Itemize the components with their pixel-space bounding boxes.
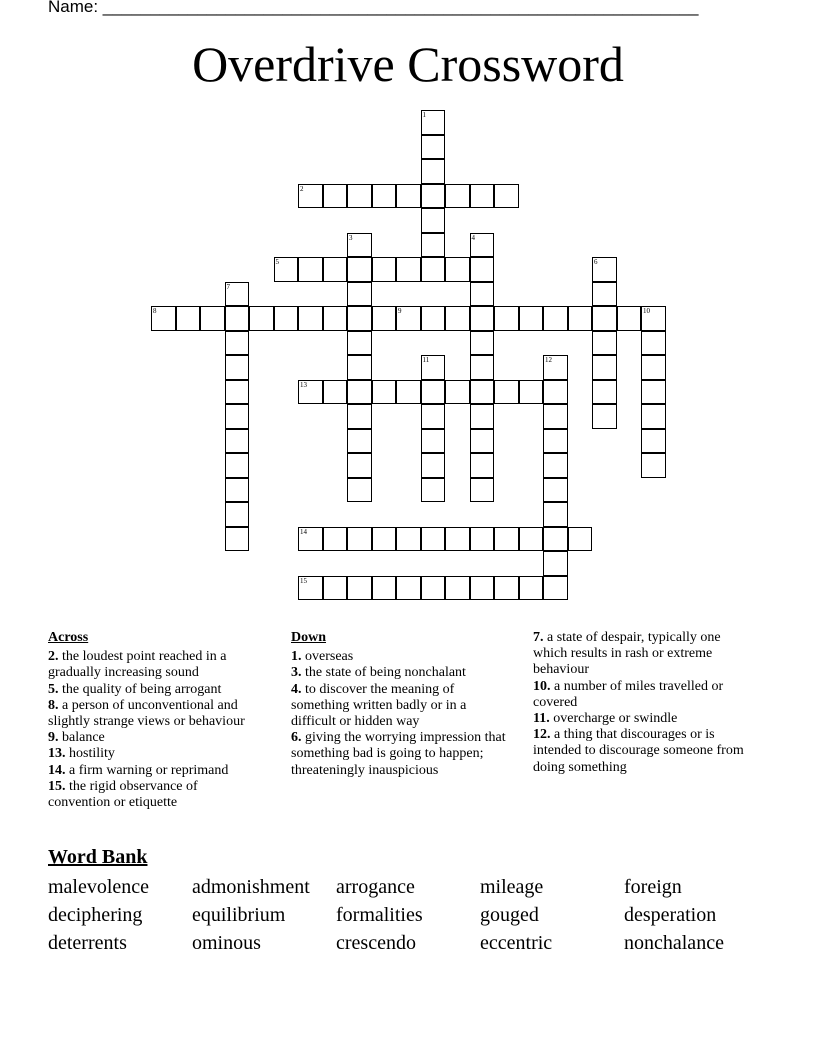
crossword-cell[interactable] xyxy=(494,527,519,552)
crossword-cell[interactable] xyxy=(641,380,666,405)
clue-text: giving the worrying impression that something bad is going to happen; threateningly inauspicious xyxy=(291,730,506,778)
crossword-cell[interactable] xyxy=(225,380,250,405)
clue-number-label: 6. xyxy=(291,730,302,746)
crossword-cell[interactable] xyxy=(641,355,666,380)
across-clues xyxy=(48,630,263,811)
clue-item xyxy=(48,746,263,762)
word-bank-item: nonchalance xyxy=(624,932,724,954)
crossword-cell[interactable] xyxy=(298,527,323,552)
clue-text: balance xyxy=(62,730,105,746)
crossword-cell[interactable] xyxy=(494,576,519,601)
crossword-cell[interactable] xyxy=(470,380,495,405)
word-bank-item: deciphering xyxy=(48,904,143,926)
crossword-cell[interactable] xyxy=(396,184,421,209)
crossword-cell[interactable] xyxy=(445,527,470,552)
crossword-cell[interactable] xyxy=(249,306,274,331)
down-heading: Down xyxy=(291,630,327,645)
clue-text: a firm warning or reprimand xyxy=(69,762,229,778)
word-bank-item: deterrents xyxy=(48,932,127,954)
down-clues xyxy=(291,630,506,779)
clue-number-label: 11. xyxy=(533,711,550,727)
crossword-cell[interactable] xyxy=(396,576,421,601)
crossword-cell[interactable] xyxy=(396,257,421,282)
crossword-cell[interactable] xyxy=(323,527,348,552)
clue-text: the state of being nonchalant xyxy=(305,665,466,681)
crossword-cell[interactable] xyxy=(470,576,495,601)
word-bank-item: arrogance xyxy=(336,876,415,898)
word-bank-item: malevolence xyxy=(48,876,150,898)
crossword-cell[interactable] xyxy=(568,306,593,331)
clue-item xyxy=(291,665,506,681)
crossword-cell[interactable] xyxy=(617,306,642,331)
crossword-cell[interactable] xyxy=(641,453,666,478)
crossword-cell[interactable] xyxy=(323,306,348,331)
clue-number: 15 xyxy=(300,576,307,585)
crossword-cell[interactable] xyxy=(225,404,250,429)
crossword-cell[interactable] xyxy=(347,527,372,552)
crossword-cell[interactable] xyxy=(372,257,397,282)
crossword-cell[interactable] xyxy=(225,355,250,380)
crossword-cell[interactable] xyxy=(470,257,495,282)
crossword-cell[interactable] xyxy=(225,527,250,552)
crossword-cell[interactable] xyxy=(421,159,446,184)
clue-item xyxy=(291,682,506,731)
clue-number: 13 xyxy=(300,380,307,389)
crossword-cell[interactable] xyxy=(421,429,446,454)
crossword-cell[interactable] xyxy=(347,453,372,478)
crossword-cell[interactable] xyxy=(543,453,568,478)
crossword-cell[interactable] xyxy=(421,233,446,258)
crossword-cell[interactable] xyxy=(421,135,446,160)
crossword-cell[interactable] xyxy=(592,331,617,356)
crossword-cell[interactable] xyxy=(421,478,446,503)
clue-number-label: 1. xyxy=(291,649,302,665)
crossword-cell[interactable] xyxy=(641,429,666,454)
clue-text: the loudest point reached in a gradually increasing sound xyxy=(48,649,227,681)
clue-number-label: 15. xyxy=(48,778,66,794)
crossword-cell[interactable] xyxy=(225,453,250,478)
clue-text: the quality of being arrogant xyxy=(62,681,222,697)
clue-item xyxy=(48,649,263,681)
across-heading: Across xyxy=(48,630,89,645)
crossword-cell[interactable] xyxy=(421,453,446,478)
crossword-cell[interactable] xyxy=(592,404,617,429)
crossword-cell[interactable] xyxy=(372,576,397,601)
down-clues-continued xyxy=(533,630,758,776)
word-bank-item: desperation xyxy=(624,904,717,926)
crossword-cell[interactable] xyxy=(347,282,372,307)
clue-number: 1 xyxy=(422,111,426,119)
crossword-cell[interactable] xyxy=(470,331,495,356)
crossword-cell[interactable] xyxy=(592,380,617,405)
crossword-cell[interactable] xyxy=(298,257,323,282)
crossword-cell[interactable] xyxy=(421,380,446,405)
crossword-cell[interactable] xyxy=(225,331,250,356)
crossword-cell[interactable] xyxy=(298,306,323,331)
clue-item xyxy=(48,698,263,730)
word-bank-item: mileage xyxy=(480,876,544,898)
crossword-cell[interactable] xyxy=(445,184,470,209)
word-bank-item: admonishment xyxy=(192,876,310,898)
clue-item xyxy=(48,682,263,698)
crossword-cell[interactable] xyxy=(372,527,397,552)
word-bank-item: formalities xyxy=(336,904,423,926)
word-bank-item: ominous xyxy=(192,932,261,954)
crossword-cell[interactable] xyxy=(347,233,372,258)
clue-text: a state of despair, typically one which results in rash or extreme behaviour xyxy=(533,630,721,678)
clue-text: a person of unconventional and slightly strange views or behaviour xyxy=(48,697,245,730)
crossword-cell[interactable] xyxy=(347,257,372,282)
clue-text: to discover the meaning of something written badly or in a difficult or hidden way xyxy=(291,681,467,730)
clue-item xyxy=(48,763,263,779)
crossword-cell[interactable] xyxy=(494,306,519,331)
crossword-cell[interactable] xyxy=(421,576,446,601)
crossword-cell[interactable] xyxy=(396,527,421,552)
crossword-cell[interactable] xyxy=(519,306,544,331)
clue-number-label: 13. xyxy=(48,746,66,762)
crossword-cell[interactable] xyxy=(396,380,421,405)
crossword-cell[interactable] xyxy=(323,257,348,282)
crossword-cell[interactable] xyxy=(445,257,470,282)
crossword-cell[interactable] xyxy=(519,380,544,405)
crossword-cell[interactable] xyxy=(323,184,348,209)
crossword-cell[interactable] xyxy=(323,576,348,601)
crossword-cell[interactable] xyxy=(543,527,568,552)
clue-text: a thing that discourages or is intended to discourage someone from doing something xyxy=(533,727,744,775)
clue-text: the rigid observance of convention or etiquette xyxy=(48,778,198,811)
crossword-cell[interactable] xyxy=(543,355,568,380)
clue-number-label: 3. xyxy=(291,665,302,681)
crossword-cell[interactable] xyxy=(470,527,495,552)
clue-number-label: 5. xyxy=(48,681,59,697)
clue-number: 14 xyxy=(300,527,307,536)
clue-number: 2 xyxy=(300,184,304,193)
crossword-cell[interactable] xyxy=(372,380,397,405)
crossword-cell[interactable] xyxy=(494,380,519,405)
clue-number-label: 4. xyxy=(291,681,302,697)
clue-number-label: 2. xyxy=(48,649,59,665)
clue-text: overcharge or swindle xyxy=(553,711,678,727)
clue-item xyxy=(533,630,758,679)
crossword-cell[interactable] xyxy=(421,208,446,233)
crossword-cell[interactable] xyxy=(445,576,470,601)
clue-number: 10 xyxy=(643,307,650,315)
crossword-cell[interactable] xyxy=(274,257,299,282)
clue-item xyxy=(48,779,263,811)
clue-item xyxy=(533,727,758,776)
crossword-cell[interactable] xyxy=(274,306,299,331)
crossword-cell[interactable] xyxy=(470,282,495,307)
crossword-cell[interactable] xyxy=(592,282,617,307)
crossword-cell[interactable] xyxy=(225,306,250,331)
crossword-cell[interactable] xyxy=(543,404,568,429)
crossword-cell[interactable] xyxy=(543,576,568,601)
clue-number: 3 xyxy=(349,233,353,242)
crossword-cell[interactable] xyxy=(543,429,568,454)
word-bank-item: gouged xyxy=(480,904,539,926)
clue-item xyxy=(291,649,506,665)
crossword-cell[interactable] xyxy=(347,576,372,601)
crossword-cell[interactable] xyxy=(641,306,666,331)
crossword-cell[interactable] xyxy=(592,257,617,282)
crossword-cell[interactable] xyxy=(543,380,568,405)
clue-item xyxy=(533,679,758,711)
clue-number: 8 xyxy=(153,307,157,315)
name-field-label: Name: _______________________________________________________________ xyxy=(48,0,699,16)
clue-number-label: 12. xyxy=(533,727,551,743)
crossword-cell[interactable] xyxy=(421,404,446,429)
clue-number: 9 xyxy=(398,307,402,315)
clue-number: 11 xyxy=(422,356,430,364)
crossword-cell[interactable] xyxy=(372,184,397,209)
clue-number: 4 xyxy=(471,233,475,242)
crossword-cell[interactable] xyxy=(421,184,446,209)
crossword-cell[interactable] xyxy=(225,282,250,307)
clue-item xyxy=(291,730,506,779)
crossword-cell[interactable] xyxy=(347,331,372,356)
crossword-cell[interactable] xyxy=(347,306,372,331)
clue-number-label: 10. xyxy=(533,678,551,694)
crossword-cell[interactable] xyxy=(200,306,225,331)
clue-number-label: 8. xyxy=(48,697,59,713)
crossword-cell[interactable] xyxy=(421,527,446,552)
crossword-cell[interactable] xyxy=(470,478,495,503)
clue-item xyxy=(533,711,758,727)
crossword-cell[interactable] xyxy=(396,306,421,331)
clue-number-label: 9. xyxy=(48,730,59,746)
clue-number: 6 xyxy=(594,258,598,266)
crossword-cell[interactable] xyxy=(470,453,495,478)
crossword-cell[interactable] xyxy=(641,404,666,429)
clue-text: a number of miles travelled or covered xyxy=(533,678,724,710)
crossword-cell[interactable] xyxy=(592,306,617,331)
clue-text: hostility xyxy=(69,746,115,762)
crossword-cell[interactable] xyxy=(347,355,372,380)
crossword-cell[interactable] xyxy=(347,380,372,405)
crossword-cell[interactable] xyxy=(176,306,201,331)
crossword-cell[interactable] xyxy=(519,576,544,601)
clue-number-label: 7. xyxy=(533,630,544,645)
crossword-cell[interactable] xyxy=(543,478,568,503)
crossword-cell[interactable] xyxy=(445,380,470,405)
crossword-cell[interactable] xyxy=(347,478,372,503)
crossword-cell[interactable] xyxy=(470,233,495,258)
crossword-cell[interactable] xyxy=(641,331,666,356)
crossword-cell[interactable] xyxy=(347,404,372,429)
crossword-cell[interactable] xyxy=(470,355,495,380)
word-bank-heading: Word Bank xyxy=(48,846,148,868)
crossword-cell[interactable] xyxy=(298,380,323,405)
crossword-cell[interactable] xyxy=(347,184,372,209)
crossword-cell[interactable] xyxy=(225,478,250,503)
crossword-cell[interactable] xyxy=(421,306,446,331)
crossword-cell[interactable] xyxy=(470,404,495,429)
crossword-cell[interactable] xyxy=(323,380,348,405)
clue-number: 5 xyxy=(275,258,279,266)
clue-number-label: 14. xyxy=(48,762,66,778)
crossword-cell[interactable] xyxy=(298,184,323,209)
word-bank-item: eccentric xyxy=(480,932,553,954)
crossword-cell[interactable] xyxy=(151,306,176,331)
clue-item xyxy=(48,730,263,746)
clue-number: 7 xyxy=(226,282,230,291)
page-title: Overdrive Crossword xyxy=(192,36,624,92)
crossword-cell[interactable] xyxy=(543,551,568,576)
crossword-cell[interactable] xyxy=(592,355,617,380)
crossword-cell[interactable] xyxy=(347,429,372,454)
crossword-cell[interactable] xyxy=(372,306,397,331)
crossword-cell[interactable] xyxy=(298,576,323,601)
crossword-cell[interactable] xyxy=(568,527,593,552)
crossword-cell[interactable] xyxy=(543,306,568,331)
crossword-cell[interactable] xyxy=(470,184,495,209)
word-bank-item: equilibrium xyxy=(192,904,286,926)
crossword-cell[interactable] xyxy=(470,429,495,454)
clue-text: overseas xyxy=(305,649,354,665)
clue-number: 12 xyxy=(545,356,552,364)
word-bank-item: crescendo xyxy=(336,932,416,954)
crossword-cell[interactable] xyxy=(421,355,446,380)
crossword-cell[interactable] xyxy=(543,502,568,527)
crossword-cell[interactable] xyxy=(421,110,446,135)
crossword-cell[interactable] xyxy=(421,257,446,282)
crossword-cell[interactable] xyxy=(225,502,250,527)
crossword-cell[interactable] xyxy=(470,306,495,331)
word-bank-item: foreign xyxy=(624,876,682,898)
crossword-cell[interactable] xyxy=(494,184,519,209)
crossword-cell[interactable] xyxy=(519,527,544,552)
crossword-cell[interactable] xyxy=(225,429,250,454)
crossword-cell[interactable] xyxy=(445,306,470,331)
